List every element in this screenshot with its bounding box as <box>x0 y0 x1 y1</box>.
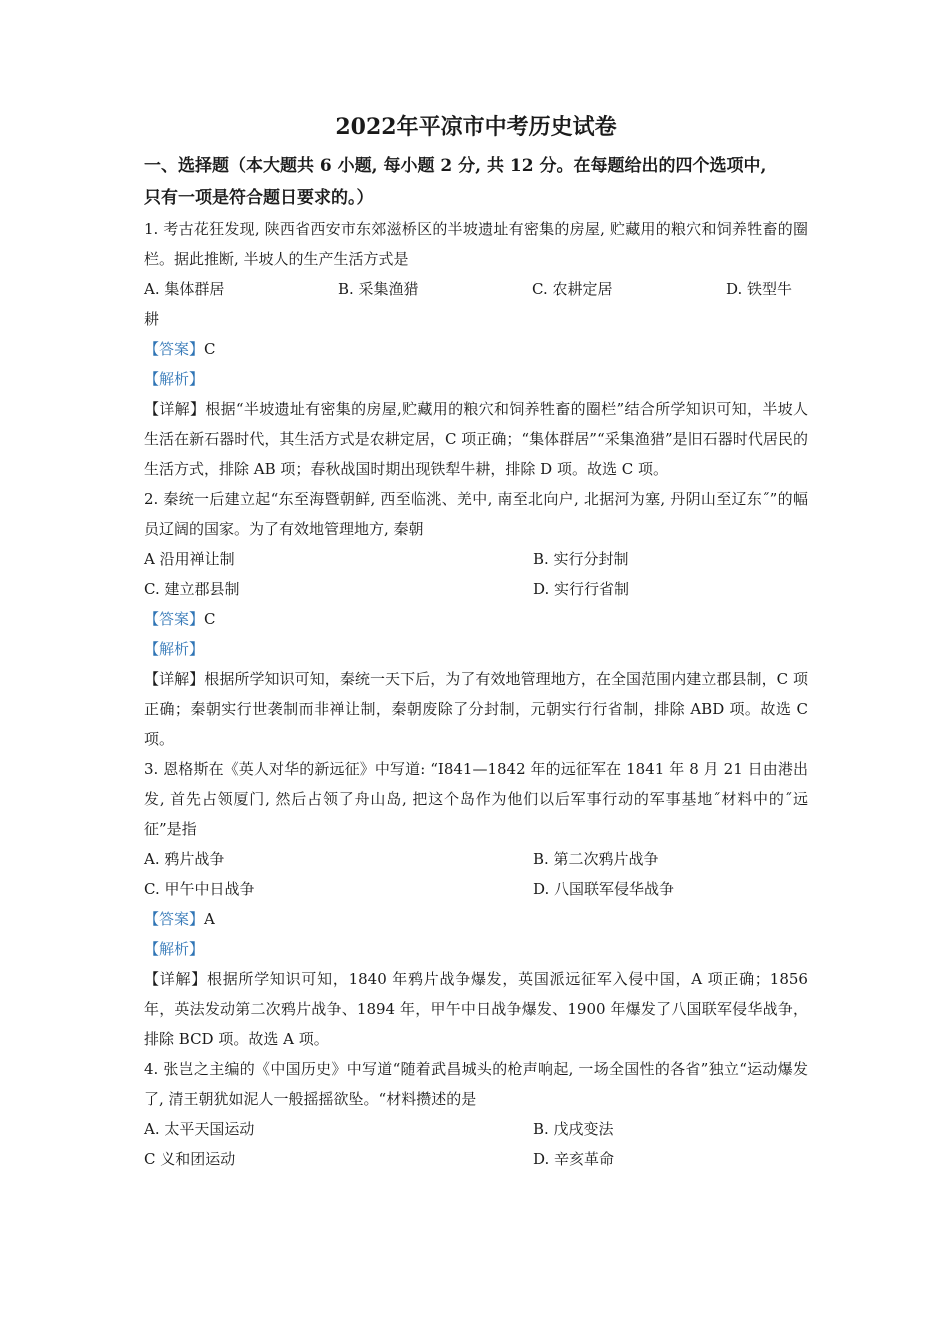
option-c: C. 甲午中日战争 <box>144 880 255 898</box>
detail-line <box>144 664 808 754</box>
question-stem: 3. 恩格斯在《英人对华的新远征》中写道: “I841—1842 年的远征军在 1841 年 8 月 21 日由港出发, 首先占领厦门, 然后占领了舟山岛, 把这个岛作为他们以后军事行动的军事基地˝材料中的˝远征”是指 <box>144 760 808 838</box>
analysis-label: 【解析】 <box>144 940 205 958</box>
option-a: A. 太平天国运动 <box>144 1120 255 1138</box>
option-c: C 义和团运动 <box>144 1150 236 1168</box>
options-row <box>144 574 808 604</box>
options-row <box>144 544 808 574</box>
options-row <box>144 874 808 904</box>
question-stem: 1. 考古花狂发现, 陕西省西安市东郊滋桥区的半坡遗址有密集的房屋, 贮藏用的粮穴和饲养牲畜的圈栏。据此推断, 半坡人的生产生活方式是 <box>144 220 808 268</box>
section-heading: 一、选择题（本大题共 6 小题, 每小题 2 分, 共 12 分。在每题给出的四个选项中, <box>144 156 767 176</box>
question-4 <box>144 1054 808 1174</box>
answer-label: 【答案】 <box>144 910 205 928</box>
option-d-wrap: 耕 <box>144 310 160 328</box>
analysis-line <box>144 634 808 664</box>
option-b: B. 采集渔猎 <box>338 280 419 298</box>
answer-value: C <box>204 340 216 358</box>
options-row <box>144 844 808 874</box>
answer-line <box>144 604 808 634</box>
option-d: D. 八国联军侵华战争 <box>533 880 675 898</box>
detail-text: 根据“半坡遗址有密集的房屋,贮藏用的粮穴和饲养牲畜的圈栏”结合所学知识可知，半坡人生活在新石器时代，其生活方式是农耕定居，C 项正确；“集体群居”“采集渔猎”是旧石器时代居民的生活方式，排除 AB 项；春秋战国时期出现铁犁牛耕，排除 D 项。故选 C 项。 <box>144 400 808 478</box>
analysis-line <box>144 934 808 964</box>
question-stem: 2. 秦统一后建立起“东至海暨朝鲜, 西至临洮、羌中, 南至北向户, 北据河为塞, 丹阴山至辽东˝”的幅员辽阔的国家。为了有效地管理地方, 秦朝 <box>144 490 808 538</box>
exam-page <box>144 112 808 1174</box>
detail-line <box>144 964 808 1054</box>
question-1 <box>144 214 808 484</box>
answer-label: 【答案】 <box>144 340 205 358</box>
section-heading-cont: 只有一项是符合题日要求的。） <box>144 188 374 208</box>
options-row <box>144 1114 808 1144</box>
option-d: D. 辛亥革命 <box>533 1150 615 1168</box>
detail-line <box>144 394 808 484</box>
options-row <box>144 274 808 304</box>
option-b: B. 第二次鸦片战争 <box>533 850 659 868</box>
option-a: A. 鸦片战争 <box>144 850 225 868</box>
option-b: B. 实行分封制 <box>533 550 629 568</box>
option-d: D. 铁型牛 <box>726 280 793 298</box>
option-a: A. 集体群居 <box>144 280 225 298</box>
answer-value: C <box>204 610 216 628</box>
option-d: D. 实行行省制 <box>533 580 630 598</box>
detail-label: 【详解】 <box>144 970 207 988</box>
page-title: 2022年平凉市中考历史试卷 <box>335 114 617 140</box>
question-stem: 4. 张岂之主编的《中国历史》中写道“随着武昌城头的枪声响起, 一场全国性的各省”独立“运动爆发了, 清王朝犹如泥人一般摇摇欲坠。“材料攒述的是 <box>144 1060 808 1108</box>
detail-label: 【详解】 <box>144 670 205 688</box>
answer-line <box>144 334 808 364</box>
options-row <box>144 1144 808 1174</box>
option-b: B. 戊戌变法 <box>533 1120 614 1138</box>
option-a: A 沿用禅让制 <box>144 550 235 568</box>
analysis-label: 【解析】 <box>144 370 205 388</box>
answer-value: A <box>204 910 215 928</box>
answer-line <box>144 904 808 934</box>
answer-label: 【答案】 <box>144 610 205 628</box>
question-3 <box>144 754 808 1054</box>
option-c: C. 农耕定居 <box>532 280 613 298</box>
detail-text: 根据所学知识可知，1840 年鸦片战争爆发，英国派远征军入侵中国，A 项正确；1856 年，英法发动第二次鸦片战争、1894 年，甲午中日战争爆发、1900 年爆发了八国联军侵华战争，排除 BCD 项。故选 A 项。 <box>144 970 808 1048</box>
analysis-label: 【解析】 <box>144 640 205 658</box>
option-c: C. 建立郡县制 <box>144 580 240 598</box>
analysis-line <box>144 364 808 394</box>
detail-text: 根据所学知识可知，秦统一天下后，为了有效地管理地方，在全国范围内建立郡县制，C 项正确；秦朝实行世袭制而非禅让制，秦朝废除了分封制，元朝实行行省制，排除 ABD 项。故选 C 项。 <box>144 670 808 748</box>
detail-label: 【详解】 <box>144 400 206 418</box>
question-2 <box>144 484 808 754</box>
